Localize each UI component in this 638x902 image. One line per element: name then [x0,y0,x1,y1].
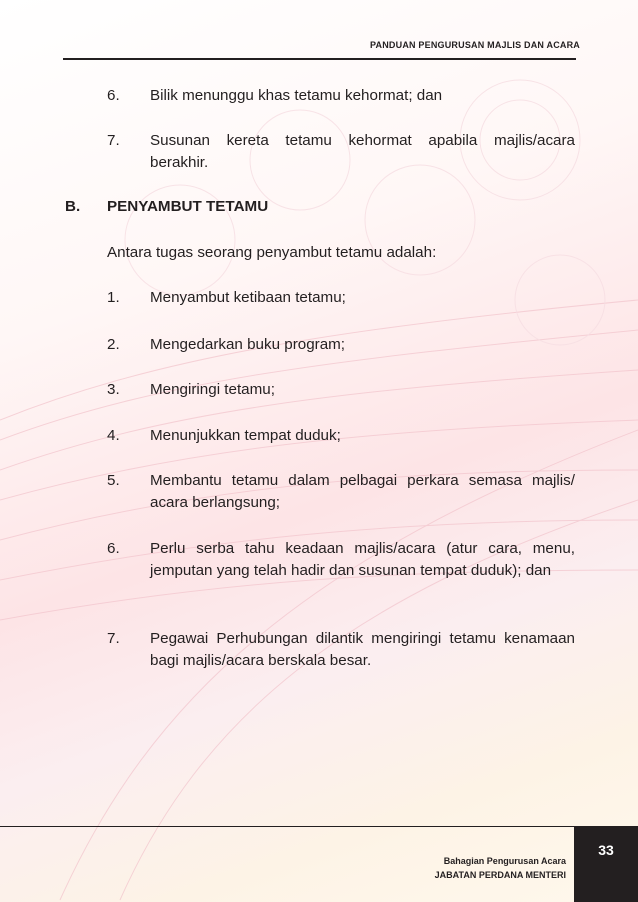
section-letter: B. [65,198,81,215]
page-number: 33 [598,842,614,858]
list-item-text: Bilik menunggu khas tetamu kehormat; dan [150,87,443,104]
section-title: PENYAMBUT TETAMU [107,198,269,215]
list-item-text: Perlu serba tahu keadaan majlis/acara (atur cara, menu, jemputan yang telah hadir dan susunan tempat duduk); dan [150,540,575,579]
page-number-tab [574,826,638,902]
list-item-text: Susunan kereta tetamu kehormat apabila majlis/acara berakhir. [150,132,575,171]
running-header: PANDUAN PENGURUSAN MAJLIS DAN ACARA [369,40,580,50]
footer-department: Bahagian Pengurusan Acara [443,856,566,866]
list-item-text: Pegawai Perhubungan dilantik mengiringi tetamu kenamaan bagi majlis/acara berskala besar. [150,630,575,669]
section-intro: Antara tugas seorang penyambut tetamu adalah: [107,244,437,261]
list-item-text: Mengedarkan buku program; [150,336,346,353]
list-item-text: Menunjukkan tempat duduk; [150,427,341,444]
list-item-text: Membantu tetamu dalam pelbagai perkara semasa majlis/ acara berlangsung; [150,472,575,511]
list-item-number: 7. [107,630,120,647]
list-item-number: 2. [107,336,120,353]
list-item-number: 3. [107,381,120,398]
footer-rule [0,826,638,827]
list-item-number: 5. [107,472,120,489]
list-item-number: 4. [107,427,120,444]
list-item-number: 6. [107,87,120,104]
footer-organisation: JABATAN PERDANA MENTERI [434,870,566,880]
list-item-number: 6. [107,540,120,557]
list-item-number: 1. [107,289,120,306]
list-item-text: Mengiringi tetamu; [150,381,275,398]
list-item-text: Menyambut ketibaan tetamu; [150,289,346,306]
list-item-number: 7. [107,132,120,149]
header-rule [63,58,576,60]
